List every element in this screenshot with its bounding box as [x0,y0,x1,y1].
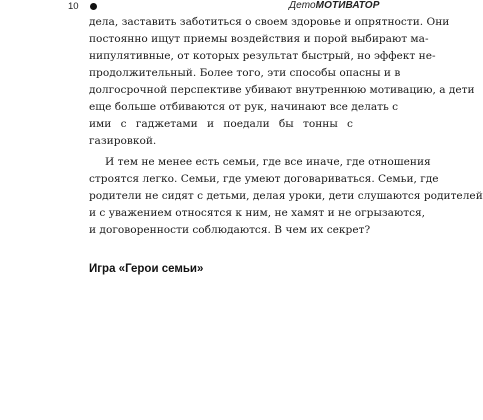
running-head-title: МОТИВАТОР [315,0,380,11]
header-bullet-icon [90,3,97,10]
text-line: ими с гаджетами и поедали бы тонны с [89,118,353,130]
running-head-prefix: Дето [289,0,316,11]
text-line: родители не сидят с детьми, делая уроки, дети слушаются родителей [89,190,483,202]
text-line: продолжительный. Более того, эти способы опасны и в [89,67,401,79]
text-line: строятся легко. Семьи, где умеют договариваться. Семьи, где [89,173,439,185]
page-header [0,0,420,14]
text-line: газировкой. [89,135,157,147]
text-line: И тем не менее есть семьи, где все иначе, где отношения [105,156,431,168]
text-line: еще больше отбиваются от рук, начинают все делать с [89,101,399,113]
section-heading: Игра «Герои семьи» [89,263,204,275]
text-line: и договоренности соблюдаются. В чем их секрет? [89,224,371,236]
page-number: 10 [68,1,79,12]
text-line: дела, заставить заботиться о своем здоровье и опрятности. Они [89,16,450,28]
text-line: долгосрочной перспективе убивают внутреннюю мотивацию, а дети [89,84,475,96]
text-line: нипулятивные, от которых результат быстрый, но эффект не- [89,50,436,62]
text-line: постоянно ищут приемы воздействия и порой выбирают ма- [89,33,429,45]
text-line: и с уважением относятся к ним, не хамят и не огрызаются, [89,207,426,219]
running-head [289,0,379,11]
